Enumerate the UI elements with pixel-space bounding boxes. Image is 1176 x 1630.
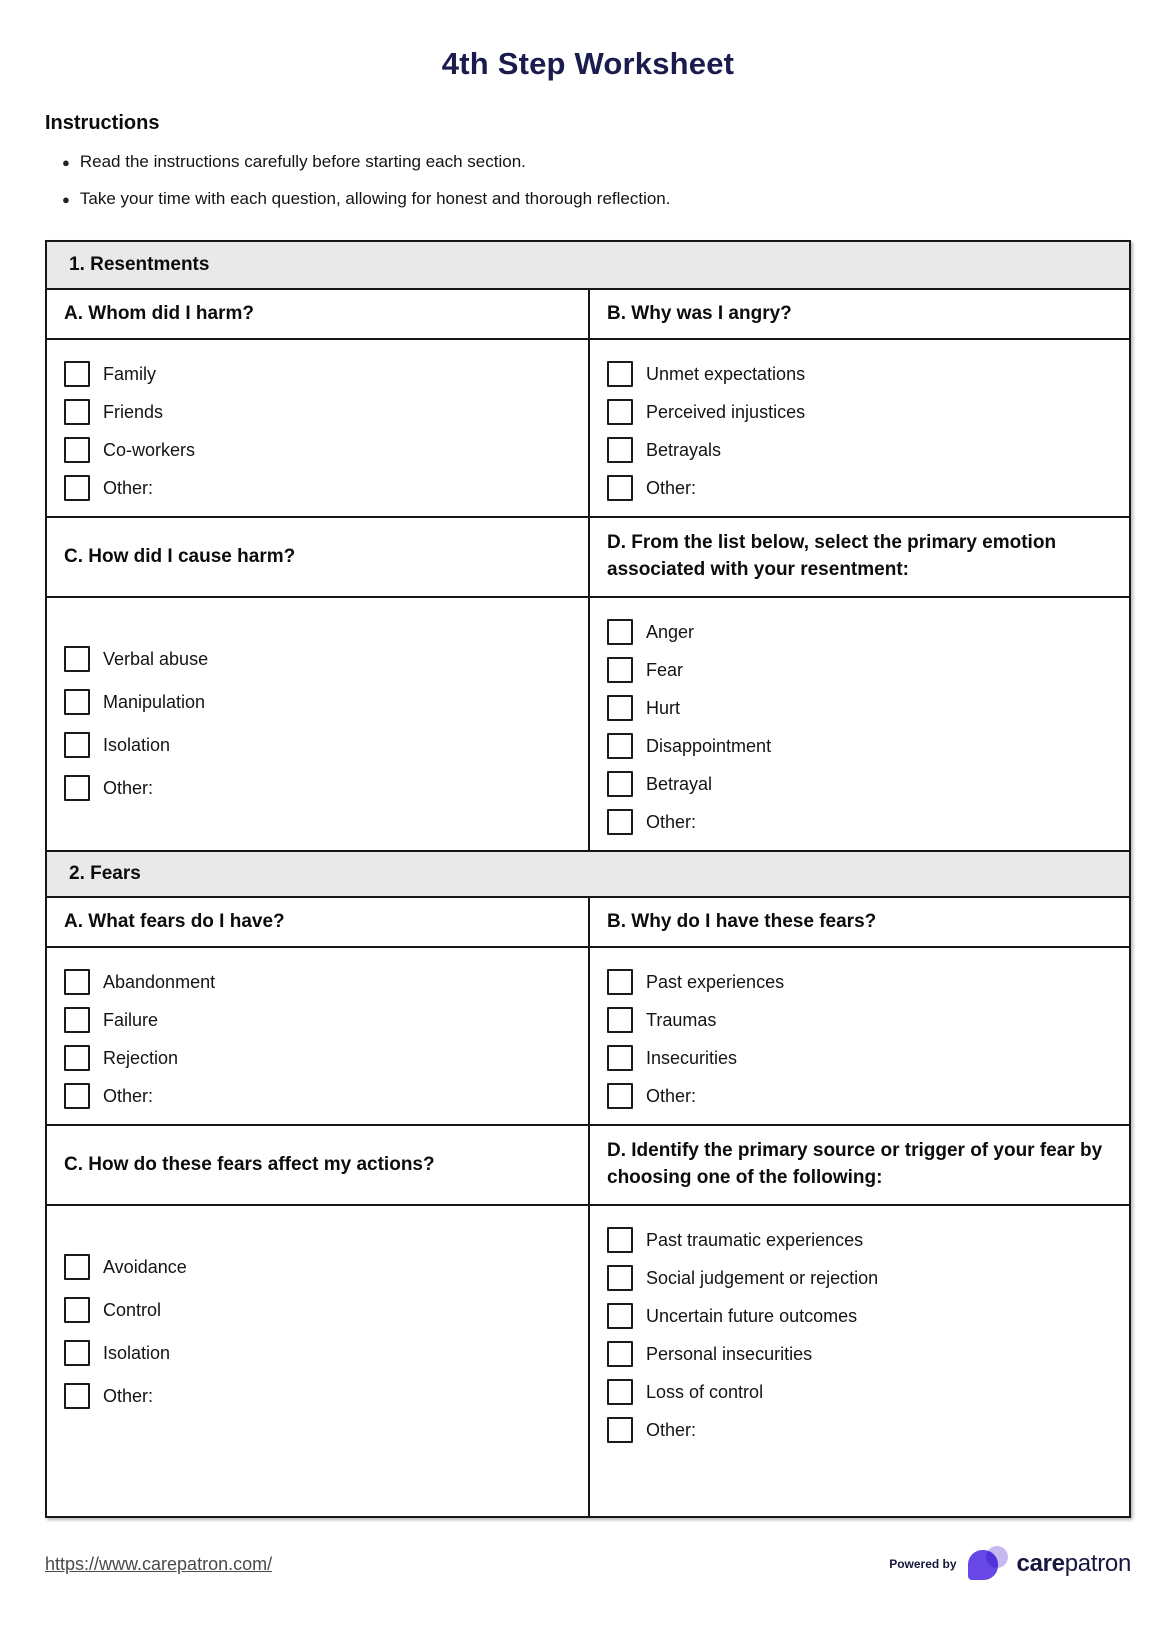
instruction-item bbox=[45, 189, 1131, 209]
checkbox-option bbox=[64, 646, 576, 672]
checkbox-option bbox=[607, 1303, 1117, 1329]
checkbox-label: Other: bbox=[103, 1385, 154, 1406]
options-what-fears bbox=[47, 948, 588, 1124]
checkbox-option bbox=[607, 657, 1117, 683]
checkbox[interactable] bbox=[607, 399, 633, 425]
checkbox[interactable] bbox=[64, 775, 90, 801]
checkbox-label: Other: bbox=[103, 1085, 154, 1106]
question-why-these-fears bbox=[588, 898, 1129, 946]
checkbox-option bbox=[607, 733, 1117, 759]
question-what-fears bbox=[47, 898, 588, 946]
checkbox[interactable] bbox=[607, 1341, 633, 1367]
checkbox[interactable] bbox=[64, 1340, 90, 1366]
checkbox-label: Family bbox=[103, 363, 156, 384]
checkbox-label: Anger bbox=[646, 621, 695, 642]
options-why-these-fears bbox=[588, 948, 1129, 1124]
checkbox-label: Loss of control bbox=[646, 1381, 764, 1402]
question-text: B. Why do I have these fears? bbox=[607, 910, 877, 932]
checkbox-label: Co-workers bbox=[103, 439, 196, 460]
question-why-was-i-angry bbox=[588, 290, 1129, 338]
powered-by-label: Powered by bbox=[889, 1557, 957, 1571]
instructions-heading: Instructions bbox=[45, 112, 160, 134]
checkbox[interactable] bbox=[607, 969, 633, 995]
options-why-was-i-angry bbox=[588, 340, 1129, 516]
checkbox-option bbox=[64, 399, 576, 425]
checkbox[interactable] bbox=[607, 475, 633, 501]
wordmark-patron: patron bbox=[1064, 1550, 1131, 1577]
footer-link[interactable]: https://www.carepatron.com/ bbox=[45, 1553, 273, 1574]
checkbox-label: Other: bbox=[103, 477, 154, 498]
checkbox[interactable] bbox=[607, 809, 633, 835]
checkbox-label: Friends bbox=[103, 401, 164, 422]
checkbox-label: Betrayal bbox=[646, 773, 713, 794]
checkbox-label: Fear bbox=[646, 659, 684, 680]
checkbox-option bbox=[607, 969, 1117, 995]
question-text: B. Why was I angry? bbox=[607, 302, 792, 324]
checkbox-option bbox=[64, 361, 576, 387]
checkbox[interactable] bbox=[64, 1045, 90, 1071]
checkbox-label: Other: bbox=[646, 477, 697, 498]
checkbox-option bbox=[607, 1341, 1117, 1367]
checkbox-label: Traumas bbox=[646, 1009, 717, 1030]
logo-circle-shape bbox=[986, 1546, 1008, 1568]
question-text: C. How did I cause harm? bbox=[64, 545, 296, 567]
checkbox-label: Betrayals bbox=[646, 439, 722, 460]
checkbox-label: Isolation bbox=[103, 1342, 171, 1363]
options-how-did-i-cause-harm bbox=[47, 598, 588, 850]
page-title: 4th Step Worksheet bbox=[441, 46, 735, 81]
checkbox-label: Disappointment bbox=[646, 735, 772, 756]
checkbox-option bbox=[64, 969, 576, 995]
checkbox-option bbox=[607, 809, 1117, 835]
question-text: A. What fears do I have? bbox=[64, 910, 285, 932]
question-how-did-i-cause-harm bbox=[47, 518, 588, 596]
question-fear-source bbox=[588, 1126, 1129, 1204]
checkbox[interactable] bbox=[607, 1303, 633, 1329]
options-row bbox=[47, 596, 1129, 850]
checkbox-option bbox=[607, 399, 1117, 425]
checkbox[interactable] bbox=[607, 1379, 633, 1405]
question-row bbox=[47, 1124, 1129, 1204]
checkbox-label: Hurt bbox=[646, 697, 681, 718]
checkbox-label: Other: bbox=[646, 1085, 697, 1106]
checkbox-option bbox=[607, 361, 1117, 387]
checkbox-label: Past experiences bbox=[646, 971, 785, 992]
checkbox-label: Control bbox=[103, 1299, 162, 1320]
checkbox-option bbox=[607, 1417, 1117, 1443]
checkbox[interactable] bbox=[607, 1417, 633, 1443]
checkbox-label: Failure bbox=[103, 1009, 159, 1030]
question-row bbox=[47, 288, 1129, 338]
checkbox[interactable] bbox=[607, 771, 633, 797]
checkbox[interactable] bbox=[64, 437, 90, 463]
checkbox-option bbox=[607, 619, 1117, 645]
footer bbox=[45, 1544, 1131, 1584]
checkbox-option bbox=[607, 771, 1117, 797]
instructions-list bbox=[45, 152, 1131, 209]
question-text: A. Whom did I harm? bbox=[64, 302, 254, 324]
instruction-item bbox=[45, 152, 1131, 172]
checkbox-label: Other: bbox=[103, 777, 154, 798]
carepatron-wordmark bbox=[1017, 1552, 1131, 1576]
checkbox-option bbox=[64, 1045, 576, 1071]
checkbox[interactable] bbox=[607, 1083, 633, 1109]
checkbox-option bbox=[64, 475, 576, 501]
checkbox-label: Past traumatic experiences bbox=[646, 1229, 864, 1250]
checkbox-option bbox=[64, 1254, 576, 1280]
checkbox-option bbox=[607, 475, 1117, 501]
checkbox[interactable] bbox=[607, 437, 633, 463]
section-title: 1. Resentments bbox=[69, 254, 210, 275]
question-primary-emotion bbox=[588, 518, 1129, 596]
checkbox[interactable] bbox=[607, 1007, 633, 1033]
question-row bbox=[47, 896, 1129, 946]
checkbox[interactable] bbox=[607, 1227, 633, 1253]
checkbox-label: Verbal abuse bbox=[103, 648, 209, 669]
checkbox-label: Uncertain future outcomes bbox=[646, 1305, 858, 1326]
checkbox-option bbox=[607, 1007, 1117, 1033]
checkbox[interactable] bbox=[64, 399, 90, 425]
question-text: D. Identify the primary source or trigger of your fear by choosing one of the following: bbox=[607, 1140, 1103, 1188]
carepatron-logo-icon bbox=[966, 1544, 1008, 1584]
checkbox-option bbox=[607, 1379, 1117, 1405]
options-row bbox=[47, 946, 1129, 1124]
bullet-icon: ● bbox=[62, 192, 70, 207]
checkbox[interactable] bbox=[607, 361, 633, 387]
checkbox[interactable] bbox=[64, 732, 90, 758]
checkbox[interactable] bbox=[607, 733, 633, 759]
checkbox[interactable] bbox=[64, 646, 90, 672]
options-row bbox=[47, 338, 1129, 516]
checkbox[interactable] bbox=[64, 1007, 90, 1033]
checkbox[interactable] bbox=[607, 657, 633, 683]
checkbox[interactable] bbox=[64, 361, 90, 387]
checkbox-label: Avoidance bbox=[103, 1256, 187, 1277]
checkbox[interactable] bbox=[64, 689, 90, 715]
checkbox-option bbox=[607, 1083, 1117, 1109]
checkbox-option bbox=[64, 689, 576, 715]
question-whom-did-i-harm bbox=[47, 290, 588, 338]
checkbox-option bbox=[64, 732, 576, 758]
question-text: C. How do these fears affect my actions? bbox=[64, 1153, 435, 1175]
checkbox-option bbox=[607, 695, 1117, 721]
checkbox-option bbox=[64, 1340, 576, 1366]
question-fears-affect-actions bbox=[47, 1126, 588, 1204]
checkbox[interactable] bbox=[64, 1254, 90, 1280]
checkbox-option bbox=[64, 1083, 576, 1109]
checkbox-option bbox=[607, 1265, 1117, 1291]
checkbox[interactable] bbox=[64, 1383, 90, 1409]
checkbox-label: Perceived injustices bbox=[646, 401, 806, 422]
options-whom-did-i-harm bbox=[47, 340, 588, 516]
instruction-text: Read the instructions carefully before starting each section. bbox=[79, 152, 526, 171]
checkbox[interactable] bbox=[64, 1083, 90, 1109]
checkbox-option bbox=[607, 1045, 1117, 1071]
instructions-section bbox=[45, 112, 1131, 209]
options-fear-source bbox=[588, 1206, 1129, 1516]
section-title: 2. Fears bbox=[69, 863, 141, 884]
options-fears-affect-actions bbox=[47, 1206, 588, 1516]
checkbox-label: Isolation bbox=[103, 734, 171, 755]
checkbox[interactable] bbox=[607, 619, 633, 645]
checkbox-label: Other: bbox=[646, 1419, 697, 1440]
instruction-text: Take your time with each question, allowing for honest and thorough reflection. bbox=[79, 189, 671, 208]
checkbox-label: Manipulation bbox=[103, 691, 206, 712]
checkbox[interactable] bbox=[607, 1265, 633, 1291]
checkbox[interactable] bbox=[64, 475, 90, 501]
options-primary-emotion bbox=[588, 598, 1129, 850]
checkbox-label: Insecurities bbox=[646, 1047, 738, 1068]
section-header-resentments bbox=[47, 242, 1129, 288]
checkbox-label: Abandonment bbox=[103, 971, 216, 992]
worksheet-table bbox=[45, 240, 1131, 1518]
wordmark-care: care bbox=[1016, 1550, 1065, 1577]
checkbox[interactable] bbox=[64, 1297, 90, 1323]
checkbox-option bbox=[64, 1383, 576, 1409]
checkbox[interactable] bbox=[607, 695, 633, 721]
checkbox-option bbox=[64, 1297, 576, 1323]
checkbox-option bbox=[64, 1007, 576, 1033]
checkbox-option bbox=[607, 1227, 1117, 1253]
checkbox-label: Personal insecurities bbox=[646, 1343, 813, 1364]
question-row bbox=[47, 516, 1129, 596]
options-row bbox=[47, 1204, 1129, 1516]
powered-by-branding bbox=[889, 1544, 1131, 1584]
checkbox[interactable] bbox=[607, 1045, 633, 1071]
checkbox-option bbox=[64, 437, 576, 463]
checkbox-label: Rejection bbox=[103, 1047, 179, 1068]
checkbox-label: Social judgement or rejection bbox=[646, 1267, 879, 1288]
checkbox[interactable] bbox=[64, 969, 90, 995]
checkbox-option bbox=[64, 775, 576, 801]
checkbox-label: Unmet expectations bbox=[646, 363, 806, 384]
section-header-fears bbox=[47, 850, 1129, 896]
checkbox-option bbox=[607, 437, 1117, 463]
question-text: D. From the list below, select the primary emotion associated with your resentment: bbox=[607, 532, 1057, 580]
checkbox-label: Other: bbox=[646, 811, 697, 832]
bullet-icon: ● bbox=[62, 155, 70, 170]
